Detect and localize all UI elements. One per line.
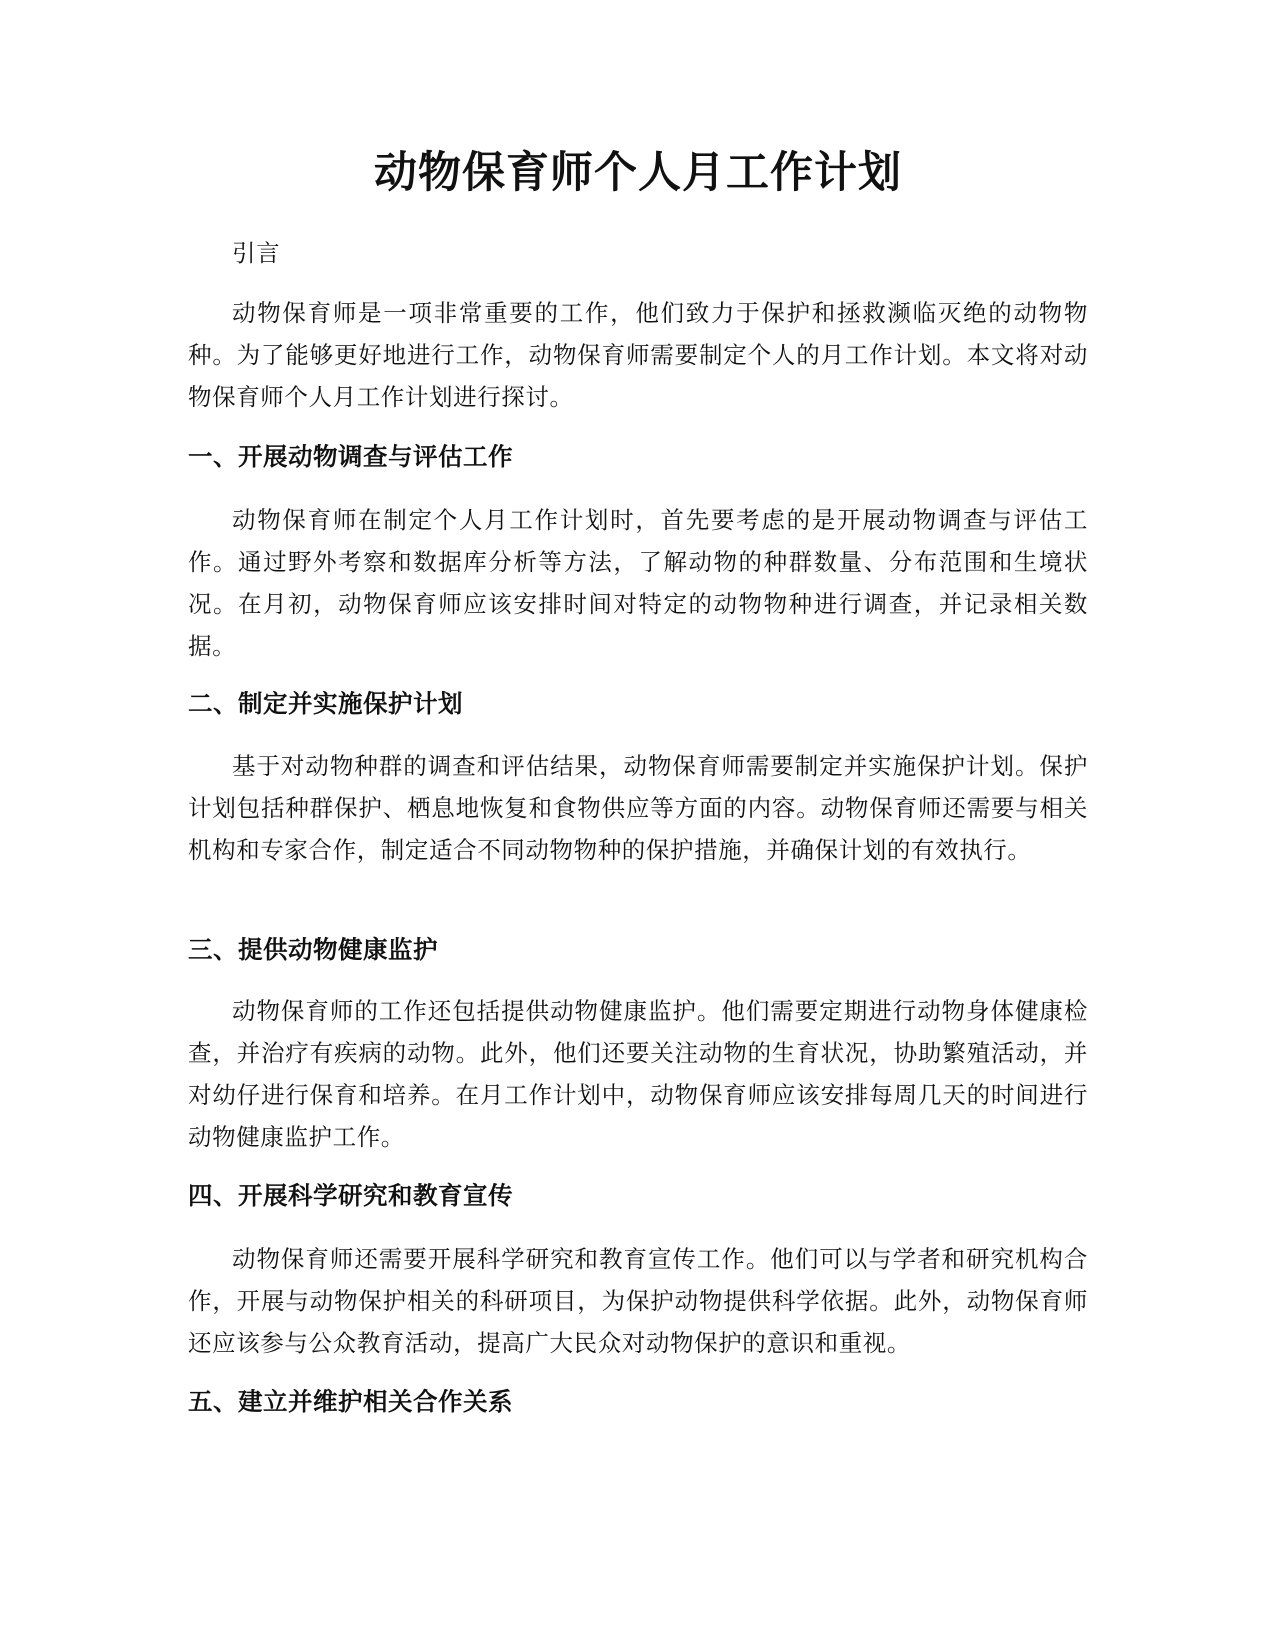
- intro-paragraph: 动物保育师是一项非常重要的工作，他们致力于保护和拯救濒临灭绝的动物物种。为了能够更好地进行工作，动物保育师需要制定个人的月工作计划。本文将对动物保育师个人月工作计划进行探讨。: [188, 299, 1088, 411]
- section-heading-2: 二、制定并实施保护计划: [188, 689, 463, 718]
- section-heading-3: 三、提供动物健康监护: [188, 935, 438, 964]
- section-body-3: 动物保育师的工作还包括提供动物健康监护。他们需要定期进行动物身体健康检查，并治疗有疾病的动物。此外，他们还要关注动物的生育状况，协助繁殖活动，并对幼仔进行保育和培养。在月工作计划中，动物保育师应该安排每周几天的时间进行动物健康监护工作。: [188, 997, 1088, 1151]
- document-title: 动物保育师个人月工作计划: [374, 148, 902, 198]
- section-body-2: 基于对动物种群的调查和评估结果，动物保育师需要制定并实施保护计划。保护计划包括种群保护、栖息地恢复和食物供应等方面的内容。动物保育师还需要与相关机构和专家合作，制定适合不同动物物种的保护措施，并确保计划的有效执行。: [188, 752, 1088, 864]
- section-heading-5: 五、建立并维护相关合作关系: [188, 1387, 513, 1416]
- section-heading-1: 一、开展动物调查与评估工作: [188, 442, 513, 471]
- intro-label: 引言: [232, 239, 281, 267]
- section-body-1: 动物保育师在制定个人月工作计划时，首先要考虑的是开展动物调查与评估工作。通过野外考察和数据库分析等方法，了解动物的种群数量、分布范围和生境状况。在月初，动物保育师应该安排时间对特定的动物物种进行调查，并记录相关数据。: [188, 506, 1088, 660]
- section-heading-4: 四、开展科学研究和教育宣传: [188, 1181, 513, 1210]
- section-body-4: 动物保育师还需要开展科学研究和教育宣传工作。他们可以与学者和研究机构合作，开展与动物保护相关的科研项目，为保护动物提供科学依据。此外，动物保育师还应该参与公众教育活动，提高广大民众对动物保护的意识和重视。: [188, 1245, 1088, 1357]
